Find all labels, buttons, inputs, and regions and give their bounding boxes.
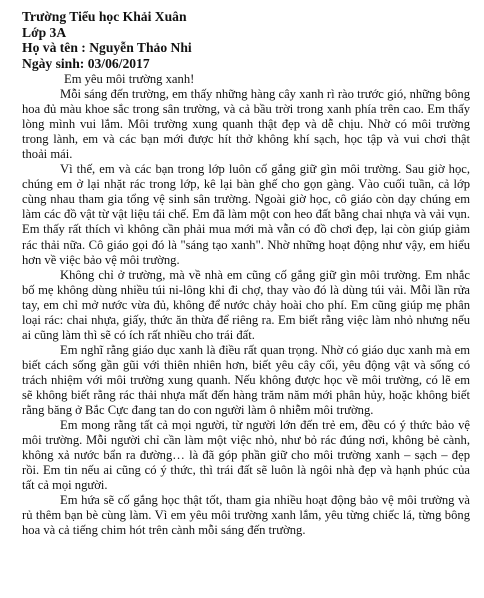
student-name-line: Họ và tên : Nguyễn Thảo Nhi bbox=[22, 40, 192, 55]
essay-body bbox=[22, 72, 470, 538]
document-header bbox=[22, 9, 470, 71]
date-of-birth-line: Ngày sinh: 03/06/2017 bbox=[22, 55, 150, 71]
paragraph-1: Mỗi sáng đến trường, em thấy những hàng cây xanh rì rào trước gió, những bông hoa đủ màu khoe sắc trong sân trường, và cả bầu trời trong xanh phía trên cao. Em thấy lòng mình vui lắm. Môi trường xung quanh thật đẹp và dễ chịu. Nhờ có môi trường trong lành, em và các bạn mới được hít thở không khí sạch, học tập và vui chơi thật thoải mái. bbox=[22, 87, 470, 162]
paragraph-3: Không chỉ ở trường, mà về nhà em cũng cố gắng giữ gìn môi trường. Em nhắc bố mẹ không dùng nhiều túi ni-lông khi đi chợ, thay vào đó là dùng túi vải. Mỗi lần rửa tay, em chỉ mở nước vừa đủ, không để nước chảy hoài cho phí. Em cũng giúp mẹ phân loại rác: chai nhựa, giấy, thức ăn thừa để riêng ra. Em biết rằng việc làm nhỏ nhưng nếu ai cũng làm thì sẽ có ích rất nhiều cho trái đất. bbox=[22, 267, 470, 342]
paragraph-6: Em hứa sẽ cố gắng học thật tốt, tham gia nhiều hoạt động bảo vệ môi trường và rủ thêm bạn bè cùng làm. Vì em yêu môi trường xanh lắm, yêu từng chiếc lá, từng bông hoa và cả tiếng chim hót trên cành mỗi sáng đến trường. bbox=[22, 493, 470, 538]
class-line: Lớp 3A bbox=[22, 24, 67, 40]
essay-greeting: Em yêu môi trường xanh! bbox=[64, 72, 195, 86]
paragraph-2: Vì thế, em và các bạn trong lớp luôn cố gắng giữ gìn môi trường. Sau giờ học, chúng em ở lại nhặt rác trong lớp, kê lại bàn ghế cho gọn gàng. Vào cuối tuần, cả lớp cùng nhau tham gia tổng vệ sinh sân trường. Ngoài giờ học, cô giáo còn dạy chúng em làm các đồ vật từ vật liệu tái chế. Em đã làm một con heo đất bằng chai nhựa và vải vụn. Em thấy rất thích vì không cần phải mua mới mà vẫn có đồ chơi đẹp, lại còn giúp giảm rác thải nữa. Cô giáo gọi đó là "sáng tạo xanh". Nhờ những hoạt động như vậy, em hiểu hơn về việc bảo vệ môi trường. bbox=[22, 162, 470, 267]
paragraph-5: Em mong rằng tất cả mọi người, từ người lớn đến trẻ em, đều có ý thức bảo vệ môi trường. Mỗi người chỉ cần làm một việc nhỏ, như bỏ rác đúng nơi, không bẻ cành, không xả nước bẩn ra đường… là đã góp phần giữ cho môi trường xanh – sạch – đẹp rồi. Em tin nếu ai cũng có ý thức, thì trái đất sẽ luôn là ngôi nhà đẹp và hạnh phúc của tất cả mọi người. bbox=[22, 418, 470, 493]
school-name: Trường Tiểu học Khải Xuân bbox=[22, 9, 187, 24]
paragraph-4: Em nghĩ rằng giáo dục xanh là điều rất quan trọng. Nhờ có giáo dục xanh mà em biết cách sống gần gũi với thiên nhiên hơn, biết yêu cây cối, yêu động vật và sống có trách nhiệm với môi trường xung quanh. Nếu không được học về môi trường, có lẽ em sẽ không biết rằng rác thải nhựa mất đến hàng trăm năm mới phân hủy, hoặc không biết rằng băng ở Bắc Cực đang tan do con người làm ô nhiễm môi trường. bbox=[22, 342, 470, 418]
